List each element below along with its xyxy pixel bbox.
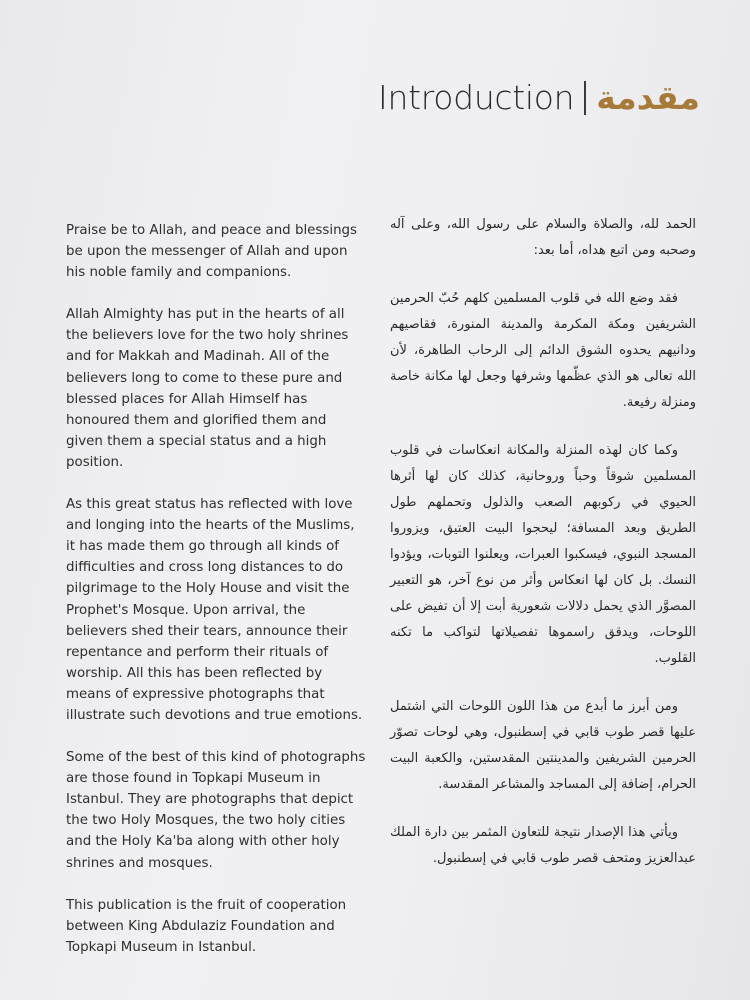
english-column bbox=[66, 220, 366, 979]
arabic-paragraph: وكما كان لهذه المنزلة والمكانة انعكاسات في قلوب المسلمين شوقاً وحباً وروحانية، كذلك كان لها أثرها الحيوي في ركوبهم الصعب والذلول وتحملهم طول الطريق وبعد المسافة؛ ليحجوا البيت العتيق، ويزوروا المسجد النبوي، فيسكبوا العبرات، ويعلنوا التوبات، ويؤدوا النسك. بل كان لها انعكاس وأثر من نوع آخر، هو التعبير المصوَّر الذي يحمل دلالات شعورية أبت إلا أن تفيض على اللوحات، ويدقق راسموها تفصيلاتها لتواكب ما تكنه القلوب. bbox=[390, 443, 696, 666]
arabic-paragraph: الحمد لله، والصلاة والسلام على رسول الله، وعلى آله وصحبه ومن اتبع هداه، أما بعد: bbox=[390, 217, 696, 258]
arabic-paragraph: ويأتي هذا الإصدار نتيجة للتعاون المثمر بين دارة الملك عبدالعزيز ومتحف قصر طوب قابي في إسطنبول. bbox=[390, 825, 696, 866]
english-paragraph: This publication is the fruit of cooperation between King Abdulaziz Foundation and Topkapi Museum in Istanbul. bbox=[66, 897, 347, 955]
arabic-column bbox=[390, 212, 696, 894]
page-header bbox=[378, 78, 700, 117]
arabic-paragraph: فقد وضع الله في قلوب المسلمين كلهم حُبّ الحرمين الشريفين ومكة المكرمة والمدينة المنورة، فقاصيهم ودانيهم يحدوه الشوق الدائم إلى الرحاب الطاهرة، لأن الله تعالى هو الذي عظّمها وشرفها وجعل لها مكانة خاصة ومنزلة رفيعة. bbox=[390, 291, 696, 410]
english-paragraph: Praise be to Allah, and peace and blessings be upon the messenger of Allah and upon his noble family and companions. bbox=[66, 223, 358, 281]
english-paragraph: Allah Almighty has put in the hearts of all the believers love for the two holy shrines and for Makkah and Madinah. All of the believers long to come to these pure and blessed places for Allah Himself has honoured them and glorified them and given them a special status and a high position. bbox=[66, 307, 349, 470]
page-title-arabic: مقدمة bbox=[596, 78, 700, 117]
title-divider bbox=[584, 81, 586, 115]
english-paragraph: Some of the best of this kind of photographs are those found in Topkapi Museum in Istanbul. They are photographs that depict the two Holy Mosques, the two holy cities and the Holy Ka'ba along with other holy shrines and mosques. bbox=[66, 750, 366, 871]
page-title-english: Introduction bbox=[378, 78, 575, 117]
arabic-paragraph: ومن أبرز ما أبدع من هذا اللون اللوحات التي اشتمل عليها قصر طوب قابي في إسطنبول، وهي لوحات تصوّر الحرمين الشريفين والمدينتين المقدستين، والكعبة البيت الحرام، إضافة إلى المساجد والمشاعر المقدسة. bbox=[390, 699, 696, 792]
english-paragraph: As this great status has reflected with love and longing into the hearts of the Muslims, it has made them go through all kinds of difficulties and cross long distances to do pilgrimage to the Holy House and visit the Prophet's Mosque. Upon arrival, the believers shed their tears, announce their repentance and perform their rituals of worship. All this has been reflected by means of expressive photographs that illustrate such devotions and true emotions. bbox=[66, 497, 363, 723]
